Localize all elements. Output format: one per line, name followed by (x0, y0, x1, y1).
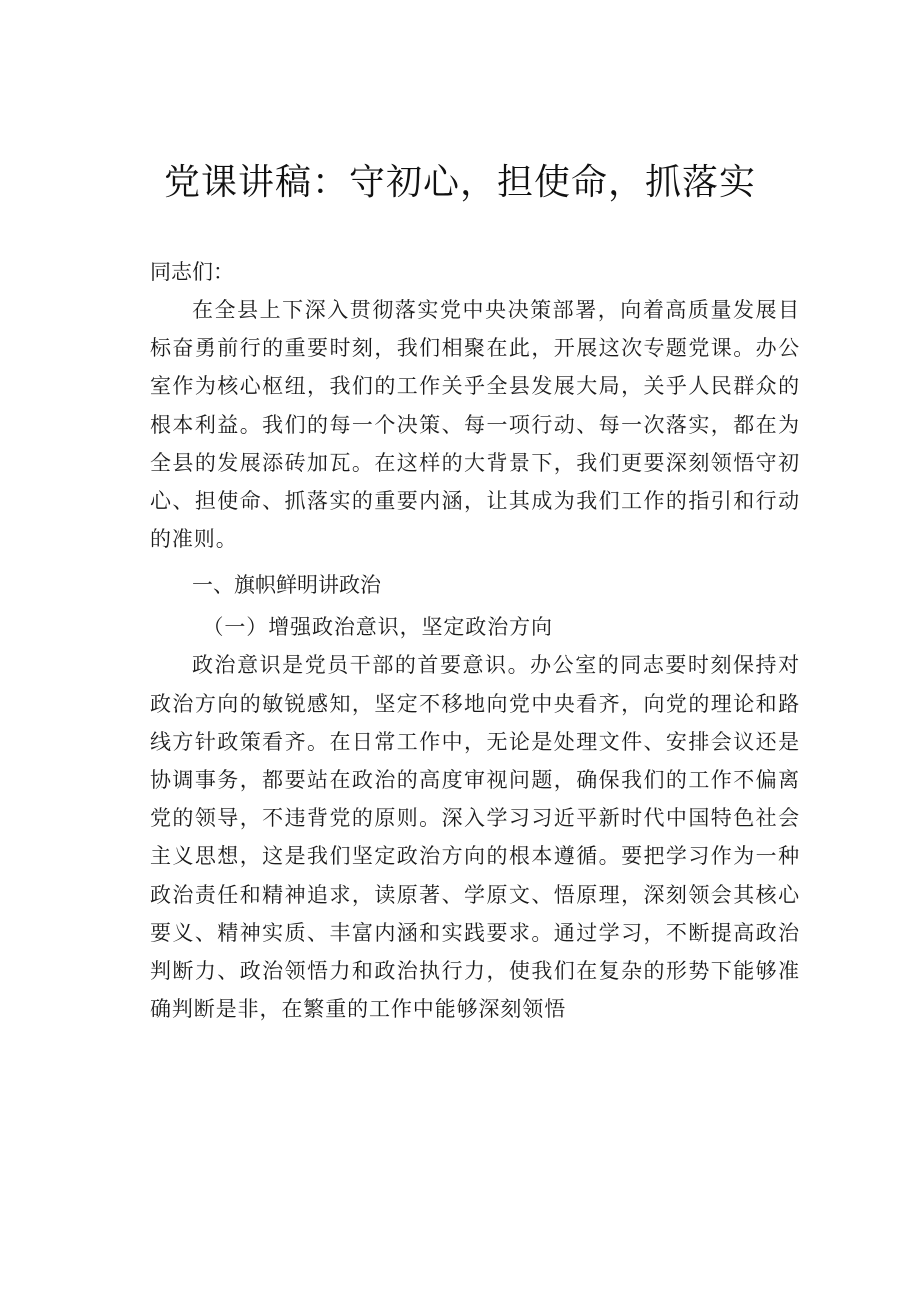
body-paragraph: 政治意识是党员干部的首要意识。办公室的同志要时刻保持对政治方向的敏锐感知，坚定不移地向党中央看齐，向党的理论和路线方针政策看齐。在日常工作中，无论是处理文件、安排会议还是协调事务，都要站在政治的高度审视问题，确保我们的工作不偏离党的领导，不违背党的原则。深入学习习近平新时代中国特色社会主义思想，这是我们坚定政治方向的根本遵循。要把学习作为一种政治责任和精神追求，读原著、学原文、悟原理，深刻领会其核心要义、精神实质、丰富内涵和实践要求。通过学习，不断提高政治判断力、政治领悟力和政治执行力，使我们在复杂的形势下能够准确判断是非，在繁重的工作中能够深刻领悟 (150, 653, 800, 1022)
section-heading: 一、旗帜鲜明讲政治 (192, 573, 381, 598)
subsection-heading: （一）增强政治意识，坚定政治方向 (202, 615, 553, 640)
document-body (150, 253, 800, 1028)
salutation: 同志们： (150, 260, 234, 284)
intro-paragraph: 在全县上下深入贯彻落实党中央决策部署，向着高质量发展目标奋勇前行的重要时刻，我们相聚在此，开展这次专题党课。办公室作为核心枢纽，我们的工作关乎全县发展大局，关乎人民群众的根本利益。我们的每一个决策、每一项行动、每一次落实，都在为全县的发展添砖加瓦。在这样的大背景下，我们更要深刻领悟守初心、担使命、抓落实的重要内涵，让其成为我们工作的指引和行动的准则。 (150, 298, 800, 552)
document-title: 党课讲稿：守初心，担使命，抓落实 (163, 162, 756, 203)
